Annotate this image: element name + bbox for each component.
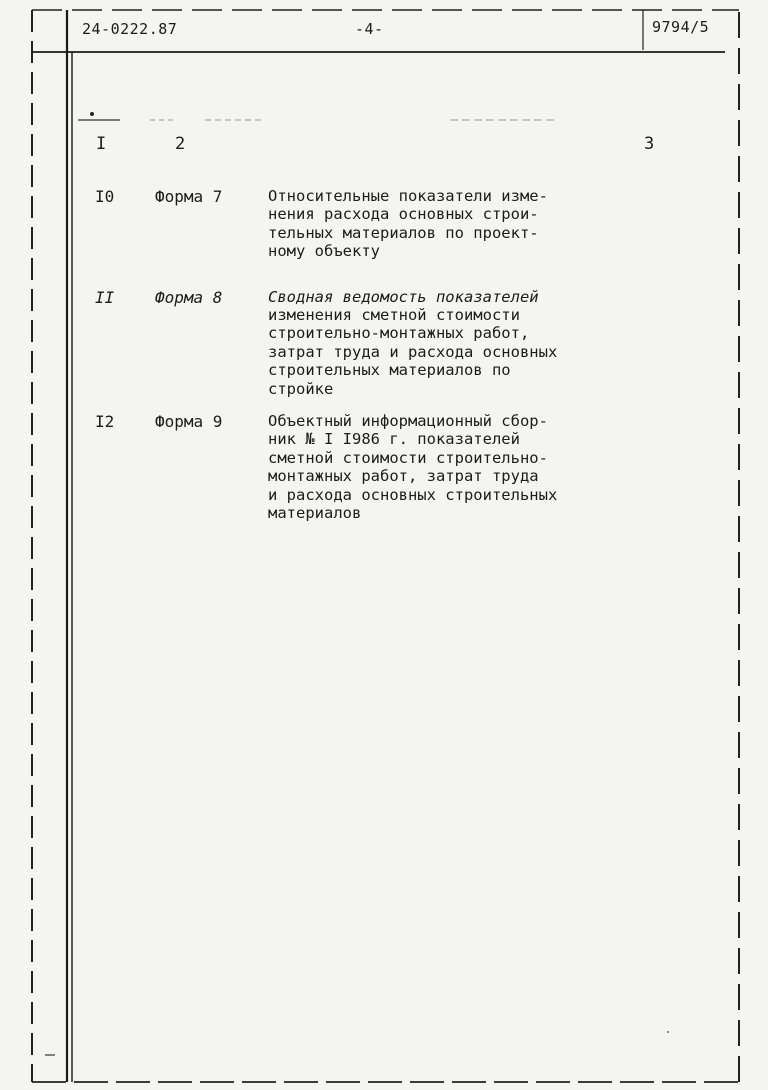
row-description-heading: Сводная ведомость показателей [268,288,539,306]
row-form: Форма 7 [155,187,223,206]
row-number: I2 [95,412,115,431]
row-form: Форма 8 [155,288,223,307]
row-number: I0 [95,187,115,206]
document-code: 24-0222.87 [82,20,178,38]
column-header-3: 3 [644,134,655,154]
column-header-1: I [96,134,107,154]
row-number: II [95,288,115,307]
ink-dot [90,112,94,116]
column-header-2: 2 [175,134,186,154]
row-description: Относительные показатели изме- нения расхода основных строи- тельных материалов по проект- ному объекту [268,187,548,261]
page-number: -4- [355,20,384,38]
ink-speck [667,1031,669,1033]
row-description: Объектный информационный сбор- ник № I I986 г. показателей сметной стоимости строительно- монтажных работ, затрат труда и расхода основных строительных материалов [268,412,558,523]
row-form: Форма 9 [155,412,223,431]
sheet-number: 9794/5 [652,18,710,36]
row-description: изменения сметной стоимости строительно-монтажных работ, затрат труда и расхода основных строительных материалов по стройке [268,306,558,398]
